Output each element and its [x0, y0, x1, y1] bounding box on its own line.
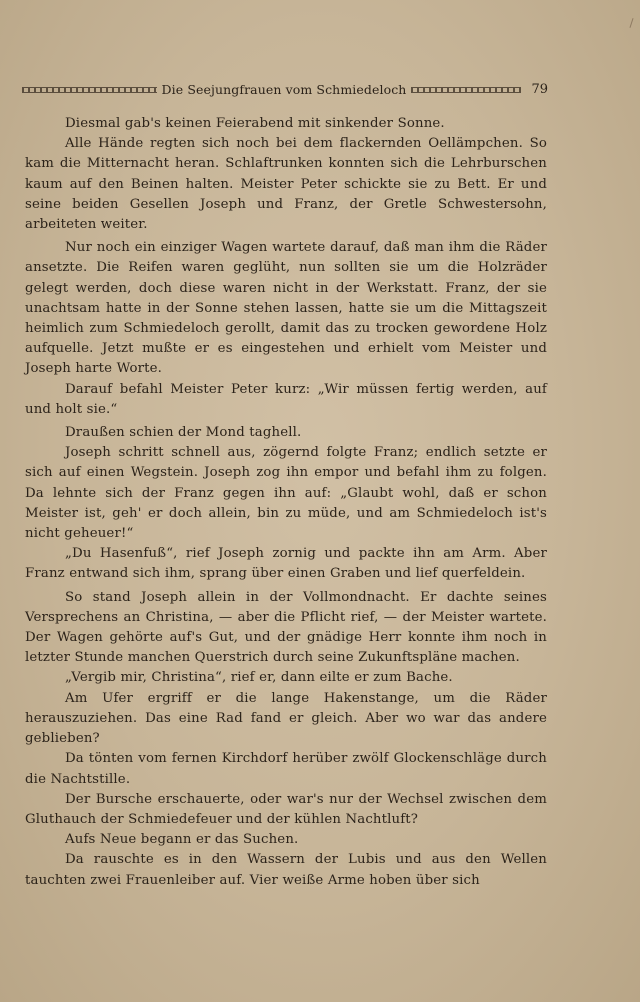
header-ornament-left	[22, 87, 157, 93]
paragraph: Nur noch ein einziger Wagen wartete darauf, daß man ihm die Räder ansetzte. Die Reifen waren geglüht, nun sollten sie um die Holzräder gelegt werden, doch diese waren nicht in der Werkstatt. Franz, der sie unachtsam hatte in der Sonne stehen lassen, hatte sie um die Mittagszeit heimlich zum Schmiedeloch gerollt, damit das zu trocken gewordene Holz aufquelle. Jetzt mußte er es eingestehen und erhielt vom Meister und Joseph harte Worte.	[25, 240, 547, 377]
pencil-mark	[629, 18, 633, 28]
header-ornament-right	[411, 87, 521, 93]
page-number: 79	[531, 81, 548, 97]
paragraph: Alle Hände regten sich noch bei dem flackernden Oellämpchen. So kam die Mitternacht heran. Schlaftrunken konnten sich die Lehrburschen kaum auf den Beinen halten. Meister Peter schickte sie zu Bett. Er und seine beiden Gesellen Joseph und Franz, der Gretle Schwestersohn, arbeiteten weiter.	[25, 136, 547, 233]
running-title: Die Seejungfrauen vom Schmiedeloch	[161, 81, 407, 97]
running-header	[22, 78, 548, 100]
paragraph: Aufs Neue begann er das Suchen.	[65, 832, 299, 848]
paragraph: Draußen schien der Mond taghell.	[65, 425, 302, 441]
paragraph: „Vergib mir, Christina“, rief er, dann eilte er zum Bache.	[65, 670, 453, 686]
paragraph: Da tönten vom fernen Kirchdorf herüber zwölf Glockenschläge durch die Nachtstille.	[25, 751, 547, 787]
paragraph: Joseph schritt schnell aus, zögernd folgte Franz; endlich setzte er sich auf einen Wegstein. Joseph zog ihn empor und befahl ihm zu folgen. Da lehnte sich der Franz gegen ihn auf: „Glaubt wohl, daß er schon Meister ist, geh' er doch allein, bin zu müde, und am Schmiedeloch ist's nicht geheuer!“	[25, 445, 547, 542]
body-text	[25, 114, 547, 891]
paragraph: Da rauschte es in den Wassern der Lubis und aus den Wellen tauchten zwei Frauenleiber auf. Vier weiße Arme hoben über sich	[25, 852, 547, 888]
paragraph: „Du Hasenfuß“, rief Joseph zornig und packte ihn am Arm. Aber Franz entwand sich ihm, sprang über einen Graben und lief querfeldein.	[25, 546, 547, 582]
paragraph: Diesmal gab's keinen Feierabend mit sinkender Sonne.	[65, 116, 445, 131]
paragraph: Am Ufer ergriff er die lange Hakenstange, um die Räder herauszuziehen. Das eine Rad fand er gleich. Aber wo war das andere geblieben?	[25, 690, 547, 747]
paragraph: Der Bursche erschauerte, oder war's nur der Wechsel zwischen dem Gluthauch der Schmiedefeuer und der kühlen Nachtluft?	[25, 791, 547, 827]
paragraph: Darauf befahl Meister Peter kurz: „Wir müssen fertig werden, auf und holt sie.“	[25, 381, 547, 417]
paragraph: So stand Joseph allein in der Vollmondnacht. Er dachte seines Versprechens an Christina, — aber die Pflicht rief, — der Meister wartete. Der Wagen gehörte auf's Gut, und der gnädige Herr konnte ihm noch in letzter Stunde manchen Querstrich durch seine Zukunftspläne machen.	[25, 589, 547, 666]
